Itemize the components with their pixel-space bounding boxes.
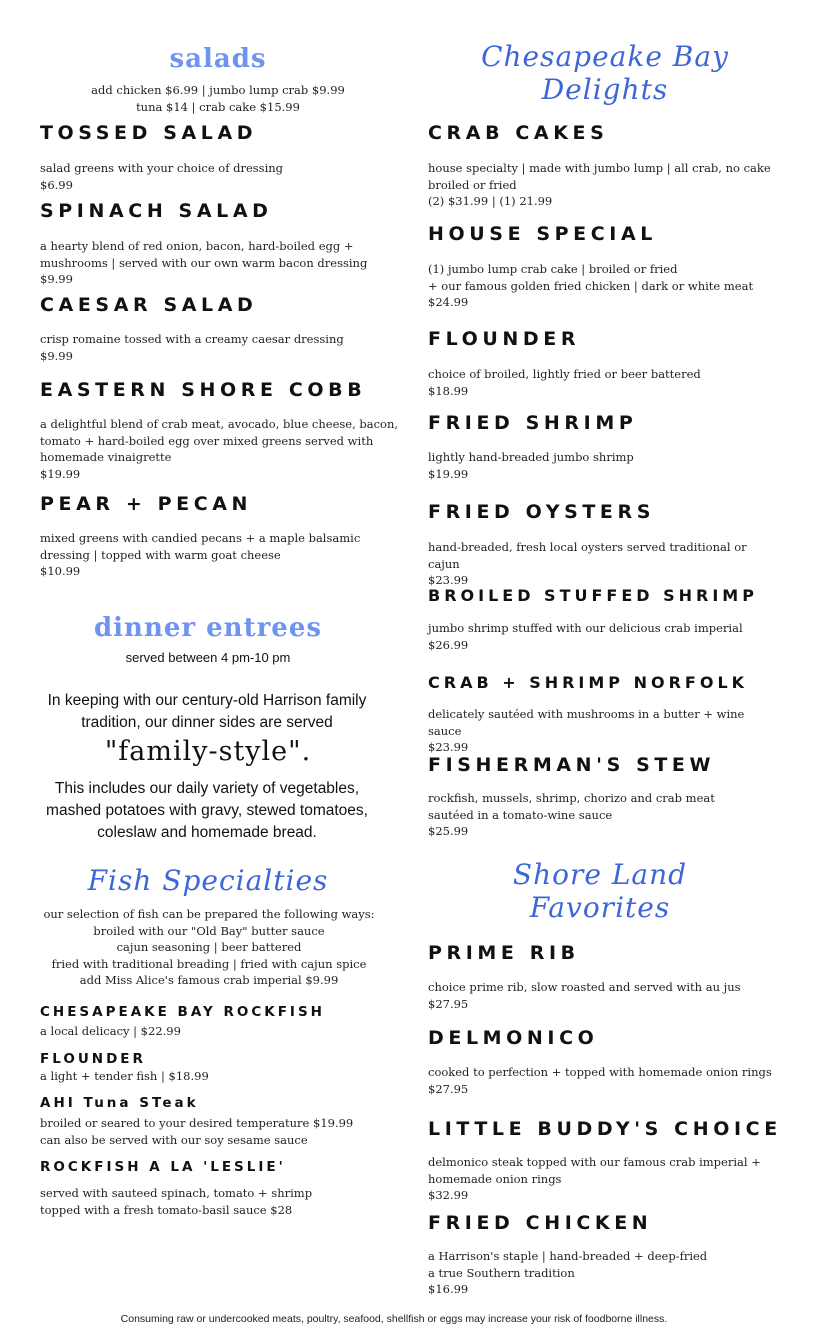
entrees-served-time: served between 4 pm-10 pm (125, 650, 291, 665)
shore-desc: choice prime rib, slow roasted and served with au jus $27.95 (428, 980, 741, 1011)
salad-name: EASTERN SHORE COBB (40, 379, 367, 401)
salad-name: PEAR + PECAN (40, 493, 253, 515)
chesapeake-name: CRAB CAKES (428, 122, 609, 144)
fish-desc: served with sauteed spinach, tomato + shrimp topped with a fresh tomato-basil sauce $28 (40, 1186, 313, 1217)
chesapeake-desc: choice of broiled, lightly fried or beer battered $18.99 (428, 367, 701, 398)
salad-desc: salad greens with your choice of dressing $6.99 (40, 161, 284, 192)
fish-prep-line: broiled with our "Old Bay" butter sauce (93, 923, 325, 938)
chesapeake-name: FLOUNDER (428, 328, 581, 350)
fish-name: ROCKFISH A LA 'LESLIE' (40, 1159, 286, 1175)
chesapeake-name: FRIED SHRIMP (428, 412, 638, 434)
chesapeake-name: BROILED STUFFED SHRIMP (428, 586, 758, 605)
salad-desc: crisp romaine tossed with a creamy caesar dressing $9.99 (40, 332, 344, 363)
fish-prep-line: add Miss Alice's famous crab imperial $9.99 (79, 973, 339, 987)
foodborne-illness-warning: Consuming raw or undercooked meats, poultry, seafood, shellfish or eggs may increase your risk of foodborne illness. (120, 1313, 668, 1325)
entrees-title: dinner entrees (93, 613, 323, 643)
fish-desc: a local delicacy | $22.99 (40, 1024, 181, 1038)
shore-desc: cooked to perfection + topped with homemade onion rings $27.95 (428, 1065, 772, 1096)
family-intro: In keeping with our century-old Harrison family tradition, our dinner sides are served (47, 692, 367, 731)
fish-name: CHESAPEAKE BAY ROCKFISH (40, 1004, 325, 1020)
fish-name: FLOUNDER (40, 1051, 146, 1067)
chesapeake-title-line2: Delights (541, 73, 669, 106)
fish-name: AHI Tuna STeak (40, 1095, 199, 1111)
family-style-label: "family-style". (104, 736, 312, 767)
fish-title: Fish Specialties (87, 864, 329, 897)
shore-name: LITTLE BUDDY'S CHOICE (428, 1118, 782, 1140)
chesapeake-desc: jumbo shrimp stuffed with our delicious crab imperial $26.99 (428, 621, 743, 652)
shore-name: FRIED CHICKEN (428, 1212, 653, 1234)
fish-prep-line: our selection of fish can be prepared the following ways: (43, 907, 375, 921)
fish-desc: broiled or seared to your desired temperature $19.99 can also be served with our soy sesame sauce (40, 1116, 354, 1147)
chesapeake-name: FRIED OYSTERS (428, 501, 656, 523)
chesapeake-name: CRAB + SHRIMP NORFOLK (428, 673, 749, 692)
salads-title: salads (169, 44, 267, 74)
fish-prep-line: fried with traditional breading | fried with cajun spice (51, 956, 367, 971)
chesapeake-desc: delicately sautéed with mushrooms in a butter + wine sauce $23.99 (428, 707, 745, 754)
shore-desc: a Harrison's staple | hand-breaded + deep-fried a true Southern tradition $16.99 (428, 1249, 708, 1296)
chesapeake-name: FISHERMAN'S STEW (428, 754, 716, 776)
chesapeake-name: HOUSE SPECIAL (428, 223, 657, 245)
shore-title-line2: Favorites (529, 891, 671, 924)
fish-prep-line: cajun seasoning | beer battered (116, 940, 302, 954)
shore-desc: delmonico steak topped with our famous crab imperial + homemade onion rings $32.99 (428, 1155, 761, 1202)
salads-addons-line2: tuna $14 | crab cake $15.99 (136, 99, 300, 114)
chesapeake-desc: rockfish, mussels, shrimp, chorizo and crab meat sautéed in a tomato-wine sauce $25.99 (428, 791, 715, 838)
salad-name: SPINACH SALAD (40, 200, 273, 222)
chesapeake-title (430, 40, 780, 106)
salads-addons-line1: add chicken $6.99 | jumbo lump crab $9.99 (91, 83, 345, 97)
chesapeake-desc: hand-breaded, fresh local oysters served traditional or cajun $23.99 (428, 540, 747, 587)
salad-name: TOSSED SALAD (40, 122, 258, 144)
salad-desc: a hearty blend of red onion, bacon, hard-boiled egg + mushrooms | served with our own warm bacon dressing $9.99 (40, 239, 368, 286)
shore-name: PRIME RIB (428, 942, 580, 964)
family-outro: This includes our daily variety of vegetables, mashed potatoes with gravy, stewed tomatoes, coleslaw and homemade bread. (46, 780, 368, 841)
shore-title-line1: Shore Land (512, 858, 688, 891)
salads-addons (40, 82, 396, 115)
salad-desc: a delightful blend of crab meat, avocado, blue cheese, bacon, tomato + hard-boiled egg over mixed greens served with homemade vinaigrette $19.99 (40, 417, 399, 481)
fish-prep-list (40, 906, 378, 989)
shore-name: DELMONICO (428, 1027, 599, 1049)
salad-name: CAESAR SALAD (40, 294, 258, 316)
shore-title (430, 858, 770, 924)
fish-desc: a light + tender fish | $18.99 (40, 1069, 209, 1083)
chesapeake-desc: house specialty | made with jumbo lump | all crab, no cake broiled or fried (2) $31.99 | (1) 21.99 (428, 161, 771, 208)
salad-desc: mixed greens with candied pecans + a maple balsamic dressing | topped with warm goat cheese $10.99 (40, 531, 361, 578)
chesapeake-desc: (1) jumbo lump crab cake | broiled or fried + our famous golden fried chicken | dark or white meat $24.99 (428, 262, 754, 309)
chesapeake-title-line1: Chesapeake Bay (481, 40, 729, 73)
chesapeake-desc: lightly hand-breaded jumbo shrimp $19.99 (428, 450, 634, 481)
